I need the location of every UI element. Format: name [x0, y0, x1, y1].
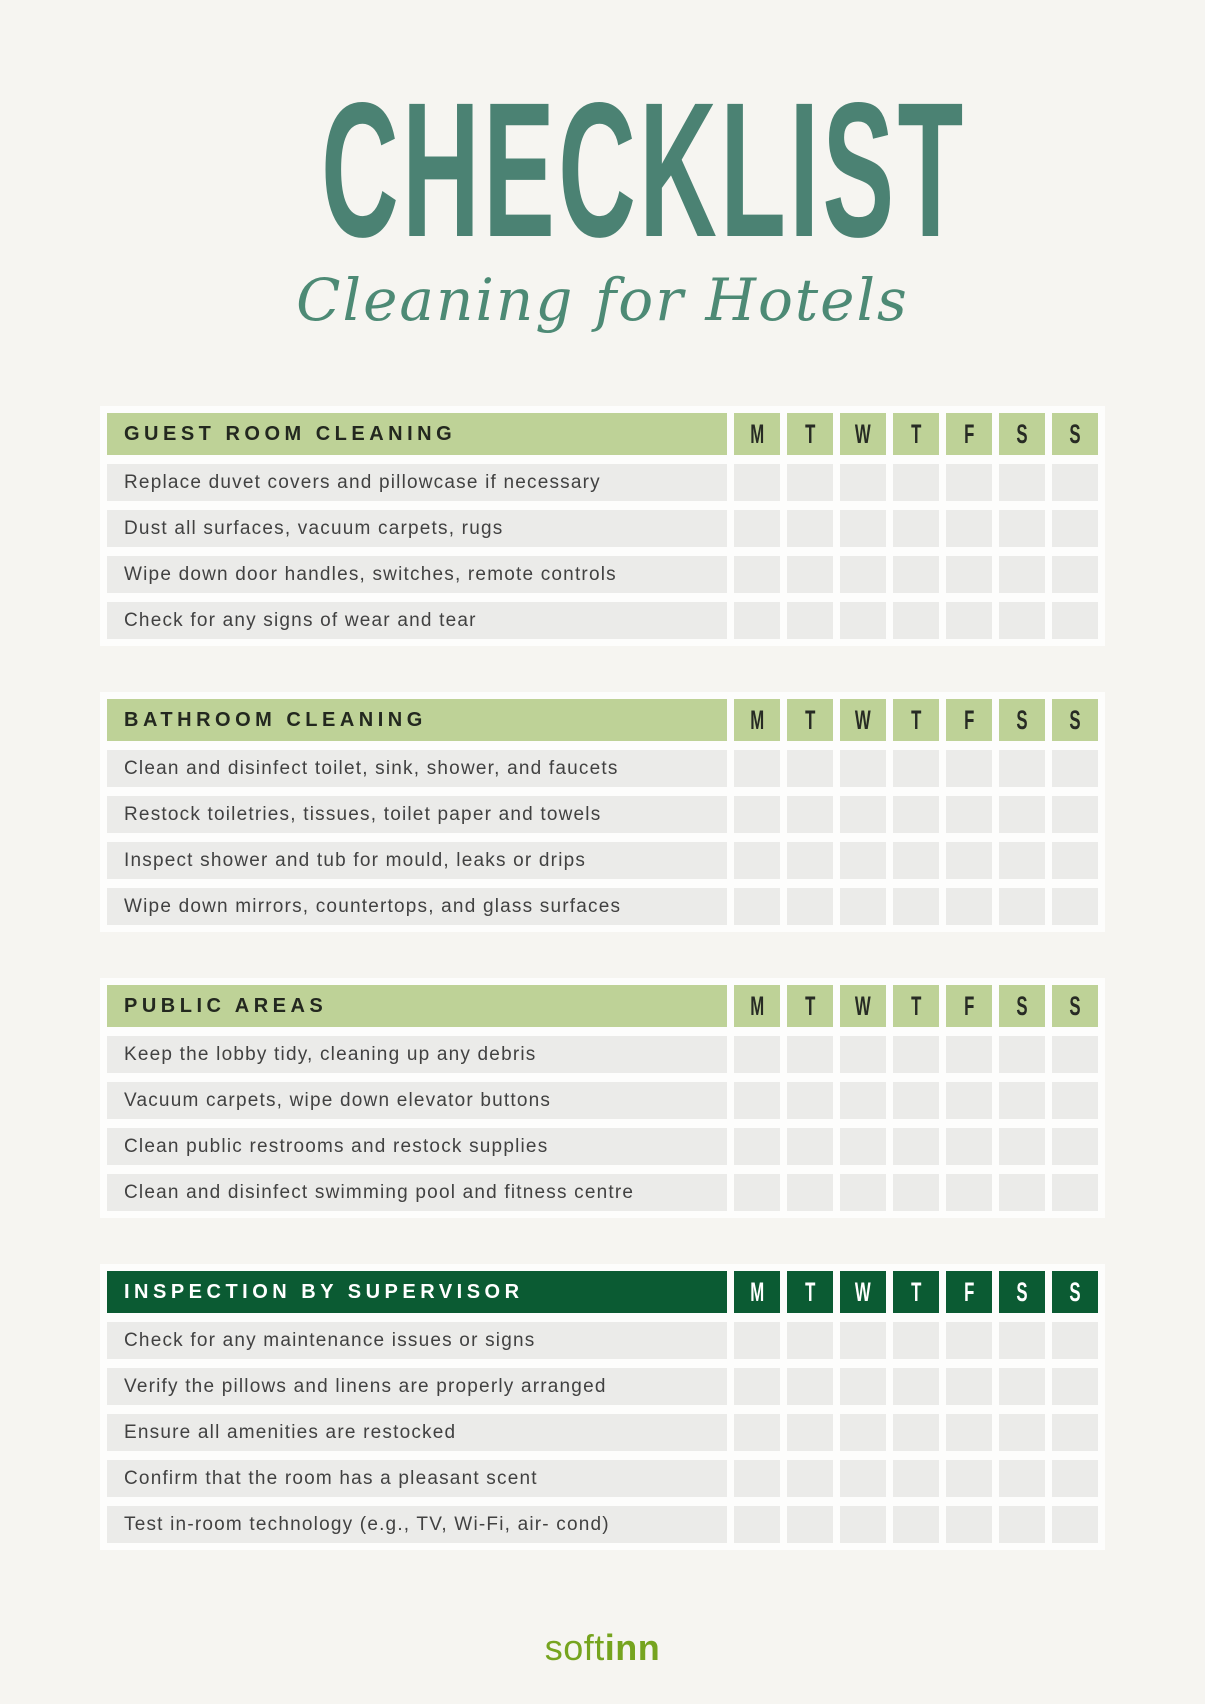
- task-label: Dust all surfaces, vacuum carpets, rugs: [107, 510, 727, 547]
- day-header-w-2: [840, 699, 886, 741]
- checkbox-cell[interactable]: [999, 1082, 1045, 1119]
- checkbox-cell[interactable]: [893, 1414, 939, 1451]
- softinn-logo: [100, 1627, 1105, 1668]
- page-subtitle: Cleaning for Hotels: [296, 266, 909, 334]
- checkbox-cell[interactable]: [893, 602, 939, 639]
- task-label: Clean public restrooms and restock supplies: [107, 1128, 727, 1165]
- checkbox-cell[interactable]: [893, 556, 939, 593]
- checkbox-cell[interactable]: [840, 464, 886, 501]
- day-letter: W: [855, 418, 871, 449]
- checkbox-cell[interactable]: [946, 750, 992, 787]
- checkbox-cell[interactable]: [946, 796, 992, 833]
- task-label: Clean and disinfect swimming pool and fitness centre: [107, 1174, 727, 1211]
- day-letter: T: [804, 990, 816, 1021]
- checkbox-cell[interactable]: [999, 1174, 1045, 1211]
- section-inspection-by-supervisor: [100, 1264, 1105, 1550]
- checkbox-cell[interactable]: [999, 510, 1045, 547]
- checkbox-cell[interactable]: [787, 602, 833, 639]
- checkbox-cell[interactable]: [999, 796, 1045, 833]
- checkbox-cell[interactable]: [946, 1128, 992, 1165]
- checkbox-cell[interactable]: [893, 1506, 939, 1543]
- checkbox-cell[interactable]: [893, 888, 939, 925]
- checkbox-cell[interactable]: [1052, 1036, 1098, 1073]
- checkbox-cell[interactable]: [787, 556, 833, 593]
- section-table: [107, 985, 1098, 1211]
- checkbox-cell[interactable]: [1052, 464, 1098, 501]
- day-letter: F: [963, 704, 975, 735]
- day-letter: S: [1016, 418, 1028, 449]
- checkbox-cell[interactable]: [840, 1460, 886, 1497]
- checkbox-cell[interactable]: [840, 1082, 886, 1119]
- task-label: Vacuum carpets, wipe down elevator buttons: [107, 1082, 727, 1119]
- day-letter: S: [1069, 990, 1081, 1021]
- section-header-title: GUEST ROOM CLEANING: [107, 413, 727, 455]
- checkbox-cell[interactable]: [946, 1174, 992, 1211]
- checkbox-cell[interactable]: [946, 842, 992, 879]
- checkbox-cell[interactable]: [946, 1036, 992, 1073]
- checkbox-cell[interactable]: [999, 1414, 1045, 1451]
- task-label: Confirm that the room has a pleasant scent: [107, 1460, 727, 1497]
- task-label: Replace duvet covers and pillowcase if necessary: [107, 464, 727, 501]
- day-header-s-5: [999, 985, 1045, 1027]
- section-table: [107, 1271, 1098, 1543]
- day-letter: F: [963, 418, 975, 449]
- checkbox-cell[interactable]: [946, 1506, 992, 1543]
- day-letter: S: [1016, 1276, 1028, 1307]
- checkbox-cell[interactable]: [1052, 842, 1098, 879]
- day-header-s-5: [999, 699, 1045, 741]
- checkbox-cell[interactable]: [999, 1460, 1045, 1497]
- checkbox-cell[interactable]: [734, 1128, 780, 1165]
- checkbox-cell[interactable]: [840, 1174, 886, 1211]
- day-letter: W: [855, 704, 871, 735]
- checkbox-cell[interactable]: [840, 796, 886, 833]
- checkbox-cell[interactable]: [787, 1036, 833, 1073]
- day-letter: S: [1069, 418, 1081, 449]
- checkbox-cell[interactable]: [787, 510, 833, 547]
- checkbox-cell[interactable]: [1052, 750, 1098, 787]
- checkbox-cell[interactable]: [840, 1322, 886, 1359]
- checkbox-cell[interactable]: [893, 1368, 939, 1405]
- checkbox-cell[interactable]: [734, 1414, 780, 1451]
- checkbox-cell[interactable]: [734, 1174, 780, 1211]
- day-header-m-0: [734, 985, 780, 1027]
- day-letter: F: [963, 1276, 975, 1307]
- checkbox-cell[interactable]: [840, 888, 886, 925]
- checkbox-cell[interactable]: [893, 1322, 939, 1359]
- day-header-s-6: [1052, 985, 1098, 1027]
- day-header-t-3: [893, 1271, 939, 1313]
- day-letter: W: [855, 990, 871, 1021]
- checkbox-cell[interactable]: [999, 1506, 1045, 1543]
- checkbox-cell[interactable]: [999, 602, 1045, 639]
- day-letter: T: [804, 704, 816, 735]
- day-header-s-6: [1052, 1271, 1098, 1313]
- task-label: Verify the pillows and linens are properly arranged: [107, 1368, 727, 1405]
- day-header-f-4: [946, 413, 992, 455]
- checkbox-cell[interactable]: [1052, 1506, 1098, 1543]
- day-header-s-5: [999, 1271, 1045, 1313]
- section-table: [107, 413, 1098, 639]
- checkbox-cell[interactable]: [893, 464, 939, 501]
- day-letter: M: [750, 704, 764, 735]
- checkbox-cell[interactable]: [787, 1460, 833, 1497]
- day-letter: S: [1069, 1276, 1081, 1307]
- checkbox-cell[interactable]: [1052, 888, 1098, 925]
- checkbox-cell[interactable]: [1052, 556, 1098, 593]
- checkbox-cell[interactable]: [893, 510, 939, 547]
- logo-text-inn: inn: [604, 1627, 661, 1668]
- checkbox-cell[interactable]: [787, 1414, 833, 1451]
- checkbox-cell[interactable]: [999, 1368, 1045, 1405]
- task-label: Ensure all amenities are restocked: [107, 1414, 727, 1451]
- day-letter: T: [804, 1276, 816, 1307]
- day-header-f-4: [946, 699, 992, 741]
- page: [100, 0, 1105, 1666]
- checkbox-cell[interactable]: [1052, 1174, 1098, 1211]
- day-header-t-1: [787, 699, 833, 741]
- checkbox-cell[interactable]: [787, 1128, 833, 1165]
- checkbox-cell[interactable]: [734, 1322, 780, 1359]
- task-label: Test in-room technology (e.g., TV, Wi-Fi, air- cond): [107, 1506, 727, 1543]
- day-header-w-2: [840, 413, 886, 455]
- checkbox-cell[interactable]: [787, 750, 833, 787]
- checkbox-cell[interactable]: [787, 1368, 833, 1405]
- checkbox-cell[interactable]: [946, 602, 992, 639]
- section-public-areas: [100, 978, 1105, 1218]
- checkbox-cell[interactable]: [734, 750, 780, 787]
- day-letter: S: [1016, 990, 1028, 1021]
- day-letter: W: [855, 1276, 871, 1307]
- checkbox-cell[interactable]: [1052, 510, 1098, 547]
- section-header-title: BATHROOM CLEANING: [107, 699, 727, 741]
- checkbox-cell[interactable]: [893, 796, 939, 833]
- day-header-m-0: [734, 413, 780, 455]
- checkbox-cell[interactable]: [1052, 1322, 1098, 1359]
- day-header-w-2: [840, 1271, 886, 1313]
- checkbox-cell[interactable]: [840, 510, 886, 547]
- section-guest-room-cleaning: [100, 406, 1105, 646]
- checkbox-cell[interactable]: [999, 464, 1045, 501]
- checkbox-cell[interactable]: [840, 1414, 886, 1451]
- checkbox-cell[interactable]: [999, 842, 1045, 879]
- checkbox-cell[interactable]: [1052, 1082, 1098, 1119]
- checkbox-cell[interactable]: [734, 1036, 780, 1073]
- day-letter: M: [750, 990, 764, 1021]
- checkbox-cell[interactable]: [893, 1036, 939, 1073]
- day-header-t-3: [893, 699, 939, 741]
- checkbox-cell[interactable]: [734, 796, 780, 833]
- checkbox-cell[interactable]: [999, 1322, 1045, 1359]
- checkbox-cell[interactable]: [999, 1036, 1045, 1073]
- logo-text-soft: soft: [544, 1627, 605, 1668]
- checkbox-cell[interactable]: [734, 556, 780, 593]
- day-header-t-1: [787, 413, 833, 455]
- section-table: [107, 699, 1098, 925]
- checkbox-cell[interactable]: [999, 1128, 1045, 1165]
- day-letter: T: [804, 418, 816, 449]
- page-title: CHECKLIST: [321, 62, 967, 277]
- checkbox-cell[interactable]: [946, 464, 992, 501]
- checkbox-cell[interactable]: [787, 842, 833, 879]
- checkbox-cell[interactable]: [840, 750, 886, 787]
- footer: [100, 1627, 1105, 1668]
- checkbox-cell[interactable]: [1052, 1128, 1098, 1165]
- day-header-w-2: [840, 985, 886, 1027]
- checkbox-cell[interactable]: [734, 1368, 780, 1405]
- day-header-f-4: [946, 1271, 992, 1313]
- title-block: [100, 0, 1105, 344]
- day-letter: T: [910, 418, 922, 449]
- task-label: Keep the lobby tidy, cleaning up any debris: [107, 1036, 727, 1073]
- day-header-t-1: [787, 985, 833, 1027]
- checkbox-cell[interactable]: [893, 750, 939, 787]
- checkbox-cell[interactable]: [946, 1368, 992, 1405]
- day-header-t-3: [893, 985, 939, 1027]
- day-header-s-6: [1052, 699, 1098, 741]
- checkbox-cell[interactable]: [734, 510, 780, 547]
- day-letter: M: [750, 1276, 764, 1307]
- checkbox-cell[interactable]: [946, 556, 992, 593]
- checklist-sections: [100, 406, 1105, 1550]
- checkbox-cell[interactable]: [840, 842, 886, 879]
- task-label: Check for any maintenance issues or signs: [107, 1322, 727, 1359]
- checkbox-cell[interactable]: [999, 556, 1045, 593]
- checkbox-cell[interactable]: [734, 602, 780, 639]
- checkbox-cell[interactable]: [787, 1174, 833, 1211]
- checkbox-cell[interactable]: [787, 1082, 833, 1119]
- day-header-m-0: [734, 1271, 780, 1313]
- checkbox-cell[interactable]: [787, 888, 833, 925]
- day-header-s-5: [999, 413, 1045, 455]
- checkbox-cell[interactable]: [893, 1174, 939, 1211]
- day-letter: T: [910, 990, 922, 1021]
- section-bathroom-cleaning: [100, 692, 1105, 932]
- checkbox-cell[interactable]: [946, 888, 992, 925]
- day-letter: T: [910, 704, 922, 735]
- checkbox-cell[interactable]: [787, 1506, 833, 1543]
- checkbox-cell[interactable]: [1052, 1368, 1098, 1405]
- day-header-f-4: [946, 985, 992, 1027]
- checkbox-cell[interactable]: [787, 796, 833, 833]
- checkbox-cell[interactable]: [734, 888, 780, 925]
- checkbox-cell[interactable]: [840, 1128, 886, 1165]
- checkbox-cell[interactable]: [946, 1322, 992, 1359]
- day-letter: S: [1069, 704, 1081, 735]
- checkbox-cell[interactable]: [1052, 602, 1098, 639]
- checkbox-cell[interactable]: [787, 1322, 833, 1359]
- checkbox-cell[interactable]: [840, 602, 886, 639]
- section-header-title: INSPECTION BY SUPERVISOR: [107, 1271, 727, 1313]
- checkbox-cell[interactable]: [999, 750, 1045, 787]
- day-letter: F: [963, 990, 975, 1021]
- checkbox-cell[interactable]: [893, 842, 939, 879]
- checkbox-cell[interactable]: [1052, 1460, 1098, 1497]
- checkbox-cell[interactable]: [734, 842, 780, 879]
- checkbox-cell[interactable]: [946, 1460, 992, 1497]
- checkbox-cell[interactable]: [734, 1460, 780, 1497]
- checkbox-cell[interactable]: [840, 1368, 886, 1405]
- checkbox-cell[interactable]: [999, 888, 1045, 925]
- checkbox-cell[interactable]: [734, 464, 780, 501]
- checkbox-cell[interactable]: [946, 1414, 992, 1451]
- task-label: Clean and disinfect toilet, sink, shower, and faucets: [107, 750, 727, 787]
- checkbox-cell[interactable]: [893, 1460, 939, 1497]
- task-label: Restock toiletries, tissues, toilet paper and towels: [107, 796, 727, 833]
- day-header-s-6: [1052, 413, 1098, 455]
- task-label: Wipe down mirrors, countertops, and glass surfaces: [107, 888, 727, 925]
- task-label: Wipe down door handles, switches, remote controls: [107, 556, 727, 593]
- checkbox-cell[interactable]: [893, 1128, 939, 1165]
- day-header-m-0: [734, 699, 780, 741]
- checkbox-cell[interactable]: [840, 1036, 886, 1073]
- day-letter: S: [1016, 704, 1028, 735]
- checkbox-cell[interactable]: [734, 1506, 780, 1543]
- checkbox-cell[interactable]: [734, 1082, 780, 1119]
- task-label: Check for any signs of wear and tear: [107, 602, 727, 639]
- checkbox-cell[interactable]: [946, 510, 992, 547]
- checkbox-cell[interactable]: [840, 556, 886, 593]
- day-letter: M: [750, 418, 764, 449]
- checkbox-cell[interactable]: [946, 1082, 992, 1119]
- checkbox-cell[interactable]: [787, 464, 833, 501]
- day-letter: T: [910, 1276, 922, 1307]
- checkbox-cell[interactable]: [1052, 796, 1098, 833]
- day-header-t-1: [787, 1271, 833, 1313]
- checkbox-cell[interactable]: [840, 1506, 886, 1543]
- checkbox-cell[interactable]: [893, 1082, 939, 1119]
- section-header-title: PUBLIC AREAS: [107, 985, 727, 1027]
- day-header-t-3: [893, 413, 939, 455]
- checkbox-cell[interactable]: [1052, 1414, 1098, 1451]
- task-label: Inspect shower and tub for mould, leaks or drips: [107, 842, 727, 879]
